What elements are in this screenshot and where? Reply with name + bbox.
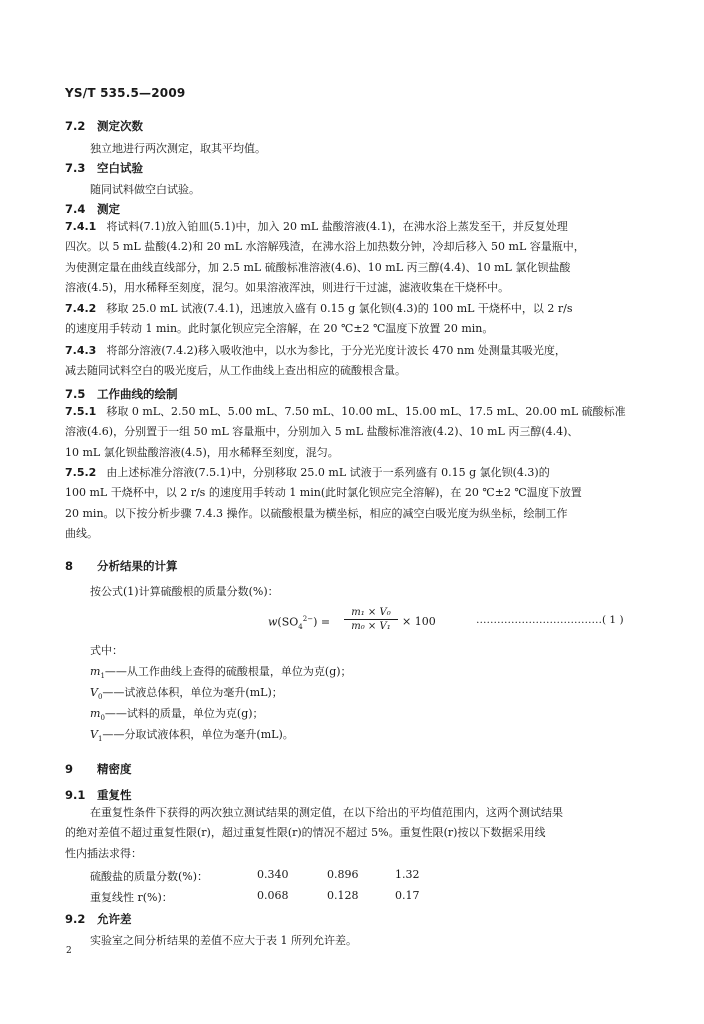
where-label: 式中： <box>90 644 123 657</box>
section-title: 工作曲线的绘制 <box>97 387 178 401</box>
variable-sub: 1 <box>100 672 105 681</box>
formula-sub: 4 <box>298 622 303 631</box>
variable-v0 <box>90 684 283 701</box>
clause-number: 7.4.3 <box>65 344 97 357</box>
formula-intro: 按公式(1)计算硫酸根的质量分数(%)： <box>90 585 279 598</box>
text-line: 溶液(4.6)，分别置于一组 50 mL 容量瓶中，分别加入 5 mL 盐酸标准溶液(4.2)、10 mL 丙三醇(4.4)、 <box>65 425 579 439</box>
table-row <box>90 889 420 905</box>
text-line: 曲线。 <box>65 526 98 540</box>
variable-sub: 0 <box>97 693 103 702</box>
formula-so: (SO <box>277 615 299 629</box>
table-cell: 0.128 <box>327 889 359 902</box>
variable-symbol: m <box>90 665 101 678</box>
text-line: 移取 25.0 mL 试液(7.4.1)，迅速放入盛有 0.15 g 氯化钡(4.3)的 100 mL 干烧杯中，以 2 r/s <box>106 302 573 315</box>
variable-symbol: m <box>90 707 101 720</box>
text-line: 减去随同试料空白的吸光度后，从工作曲线上查出相应的硫酸根含量。 <box>65 364 406 378</box>
variable-m1 <box>90 663 352 680</box>
section-number: 8 <box>65 559 74 573</box>
section-number: 9 <box>65 762 74 776</box>
section-title: 空白试验 <box>97 161 143 175</box>
heading-7-5 <box>65 386 178 402</box>
table-cell: 1.32 <box>395 868 420 881</box>
text-line: 性内插法求得： <box>65 846 142 860</box>
clause-number: 7.5.2 <box>65 466 97 479</box>
formula-sup: 2− <box>302 615 314 623</box>
heading-9-1 <box>65 787 132 803</box>
clause-number: 7.4.1 <box>65 220 97 233</box>
paragraph-9-2: 实验室之间分析结果的差值不应大于表 1 所列允许差。 <box>90 934 357 947</box>
paragraph-7-4-3 <box>65 341 640 382</box>
heading-7-2 <box>65 118 143 134</box>
table-cell: 0.068 <box>257 889 289 902</box>
heading-9-2 <box>65 911 132 927</box>
text-line: 在重复性条件下获得的两次独立测试结果的测定值，在以下给出的平均值范围内，这两个测试结果 <box>90 806 563 819</box>
variable-symbol: V <box>90 686 98 699</box>
heading-8 <box>65 558 178 574</box>
section-title: 精密度 <box>97 762 132 776</box>
row-label: 硫酸盐的质量分数(%)： <box>90 870 209 883</box>
paragraph-9-1 <box>65 803 640 864</box>
formula-lhs <box>268 615 330 631</box>
formula-w: w <box>268 615 278 629</box>
standard-number: YS/T 535.5—2009 <box>65 86 186 100</box>
text-line: 为使测定量在曲线直线部分，加 2.5 mL 硫酸标准溶液(4.6)、10 mL 丙三醇(4.4)、10 mL 氯化钡盐酸 <box>65 260 571 274</box>
formula-denominator: m₀ × V₁ <box>351 621 391 632</box>
variable-sub: 1 <box>97 735 103 744</box>
text-line: 四次。以 5 mL 盐酸(4.2)和 20 mL 水溶解残渣，在沸水浴上加热数分钟，冷却后移入 50 mL 容量瓶中， <box>65 240 585 254</box>
variable-desc: ——从工作曲线上查得的硫酸根量，单位为克(g)； <box>104 665 352 678</box>
clause-number: 7.5.1 <box>65 405 97 418</box>
formula-fraction <box>344 607 398 632</box>
paragraph-7-3: 随同试料做空白试验。 <box>90 183 200 196</box>
variable-desc: ——分取试液体积，单位为毫升(mL)。 <box>102 728 294 741</box>
section-number: 7.4 <box>65 202 86 216</box>
table-row <box>90 868 420 884</box>
variable-m0 <box>90 705 264 722</box>
variable-v1 <box>90 726 294 743</box>
paragraph-7-4-1 <box>65 217 640 298</box>
section-title: 允许差 <box>97 912 132 926</box>
section-number: 9.2 <box>65 912 86 926</box>
section-title: 分析结果的计算 <box>97 559 178 573</box>
variable-desc: ——试料的质量，单位为克(g)； <box>104 707 264 720</box>
text-line: 的速度用手转动 1 min。此时氯化钡应完全溶解，在 20 ℃±2 ℃温度下放置 20 min。 <box>65 322 494 336</box>
table-cell: 0.17 <box>395 889 420 902</box>
formula-times: × 100 <box>402 615 436 628</box>
section-title: 测定 <box>97 202 120 216</box>
section-number: 7.3 <box>65 161 86 175</box>
paragraph-7-2: 独立地进行两次测定，取其平均值。 <box>90 142 266 155</box>
section-number: 7.5 <box>65 387 86 401</box>
formula-numerator: m₁ × V₀ <box>344 607 398 620</box>
formula-number: ………………………………( 1 ) <box>476 614 624 626</box>
text-line: 将部分溶液(7.4.2)移入吸收池中，以水为参比，于分光光度计波长 470 nm 处测量其吸光度， <box>106 344 566 357</box>
text-line: 溶液(4.5)，用水稀释至刻度，混匀。如果溶液浑浊，则进行干过滤，滤液收集在干烧杯中。 <box>65 280 510 294</box>
section-title: 重复性 <box>97 788 132 802</box>
table-cell: 0.340 <box>257 868 289 881</box>
section-number: 7.2 <box>65 119 86 133</box>
text-line: 由上述标准分溶液(7.5.1)中，分别移取 25.0 mL 试液于一系列盛有 0.15 g 氯化钡(4.3)的 <box>106 466 550 479</box>
paragraph-7-5-2 <box>65 463 640 544</box>
heading-7-4 <box>65 201 120 217</box>
text-line: 20 min。以下按分析步骤 7.4.3 操作。以硫酸根量为横坐标，相应的减空白吸光度为纵坐标，绘制工作 <box>65 506 568 520</box>
table-cell: 0.896 <box>327 868 359 881</box>
text-line: 10 mL 氯化钡盐酸溶液(4.5)，用水稀释至刻度，混匀。 <box>65 445 339 459</box>
variable-sub: 0 <box>100 714 105 723</box>
formula-close: ) = <box>313 615 331 629</box>
text-line: 的绝对差值不超过重复性限(r)，超过重复性限(r)的情况不超过 5%。重复性限(r)按以下数据采用线 <box>65 826 546 840</box>
paragraph-7-4-2 <box>65 299 640 340</box>
paragraph-7-5-1 <box>65 402 640 463</box>
page-number: 2 <box>66 946 72 956</box>
variable-desc: ——试液总体积，单位为毫升(mL)； <box>102 686 283 699</box>
section-number: 9.1 <box>65 788 86 802</box>
heading-9 <box>65 761 132 777</box>
section-title: 测定次数 <box>97 119 143 133</box>
variable-symbol: V <box>90 728 98 741</box>
clause-number: 7.4.2 <box>65 302 97 315</box>
heading-7-3 <box>65 160 143 176</box>
text-line: 100 mL 干烧杯中，以 2 r/s 的速度用手转动 1 min(此时氯化钡应完全溶解)，在 20 ℃±2 ℃温度下放置 <box>65 486 582 500</box>
text-line: 将试料(7.1)放入铂皿(5.1)中，加入 20 mL 盐酸溶液(4.1)，在沸水浴上蒸发至干，并反复处理 <box>106 220 568 233</box>
text-line: 移取 0 mL、2.50 mL、5.00 mL、7.50 mL、10.00 mL、15.00 mL、17.5 mL、20.00 mL 硫酸标准 <box>106 405 626 418</box>
formula-1 <box>268 607 438 637</box>
row-label: 重复线性 r(%)： <box>90 891 173 904</box>
